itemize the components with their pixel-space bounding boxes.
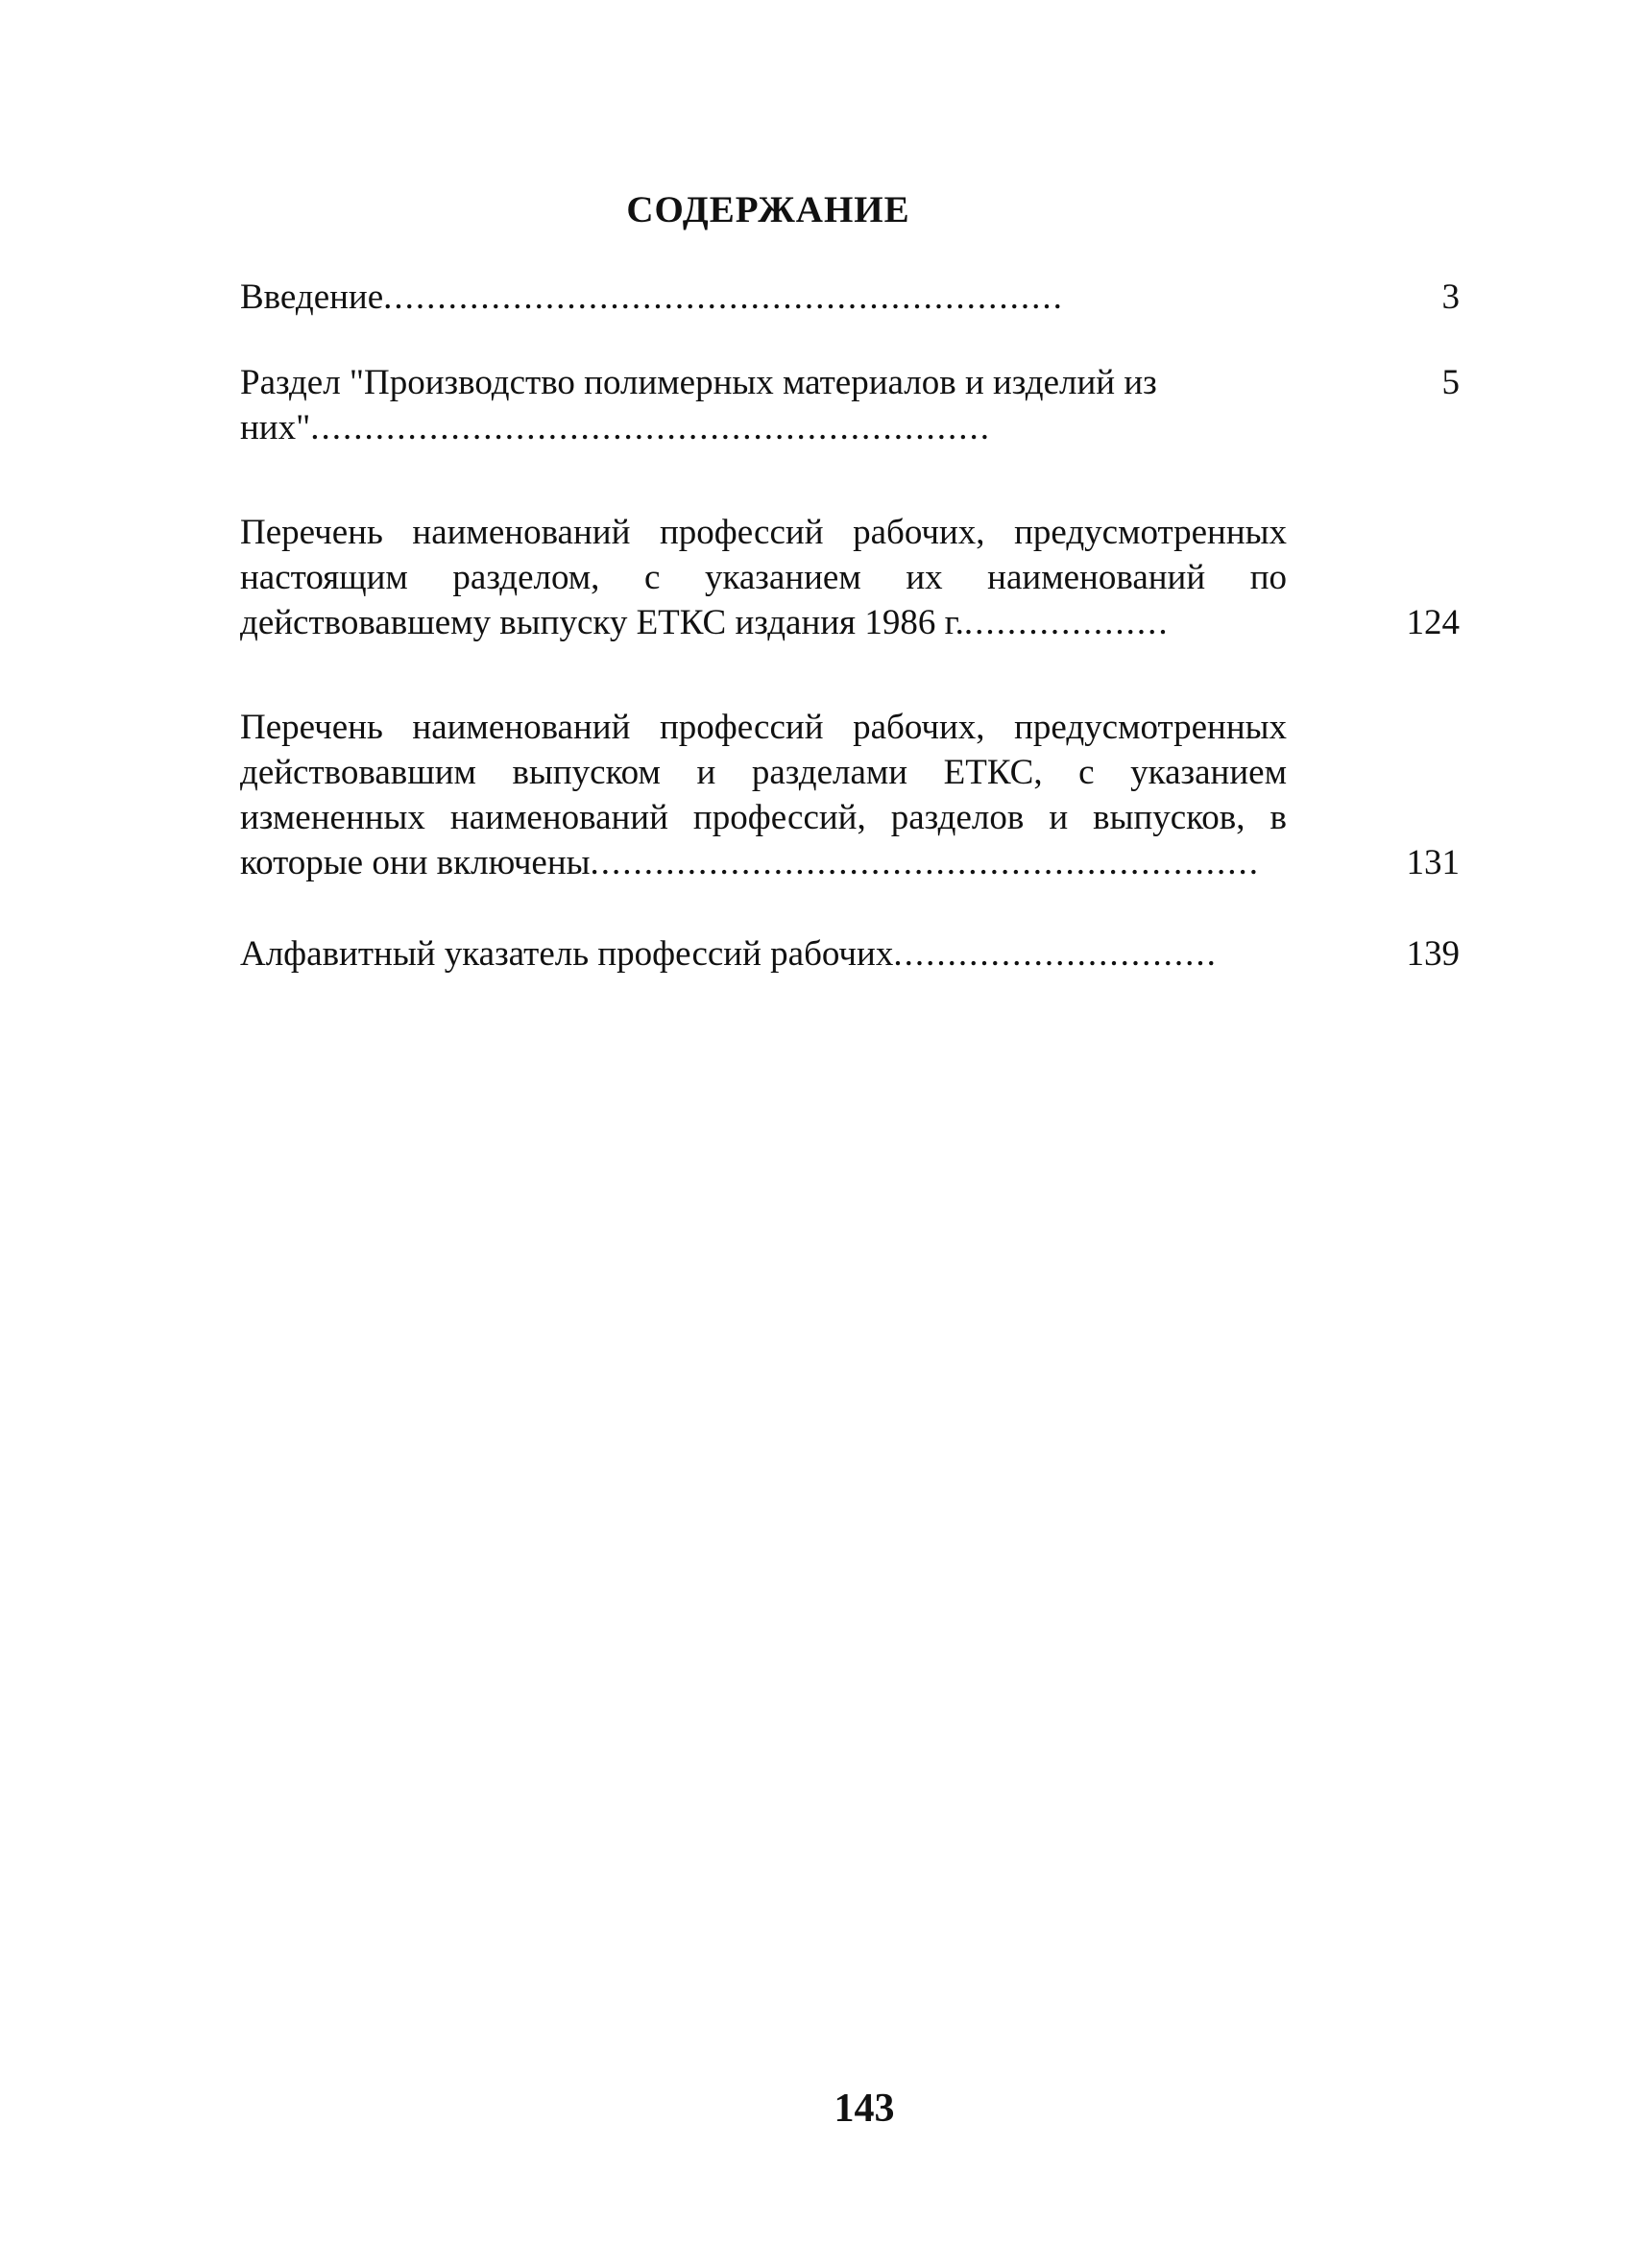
toc-leader-dots: .............................................................. bbox=[590, 843, 1261, 882]
toc-entry-changed-names-list bbox=[240, 705, 1460, 885]
toc-entry-introduction bbox=[240, 275, 1460, 320]
toc-page-number: 3 bbox=[1441, 277, 1460, 317]
toc-entry-professions-list bbox=[240, 510, 1460, 645]
toc-entry-alphabetical-index bbox=[240, 931, 1460, 977]
toc-entry-title: Перечень наименований профессий рабочих, предусмотренных настоящим разделом, с указанием их наименований по действовавшему выпуску ЕТКС издания 1986 г. bbox=[240, 513, 1287, 642]
toc-page-number: 131 bbox=[1406, 843, 1460, 882]
toc-page-number: 5 bbox=[1441, 363, 1460, 402]
toc-page-number: 124 bbox=[1406, 603, 1460, 642]
page-number: 143 bbox=[834, 2087, 895, 2131]
toc-leader-dots: ............................................................... bbox=[383, 277, 1064, 317]
toc-entry-section bbox=[240, 360, 1460, 450]
toc-leader-dots: ................... bbox=[963, 603, 1170, 642]
toc-entry-title: Введение bbox=[240, 277, 384, 317]
toc-entry-title: Перечень наименований профессий рабочих, предусмотренных действовавшим выпуском и разделами ЕТКС, с указанием измененных наименований профессий, разделов и выпусков, в которые они включены bbox=[240, 708, 1287, 882]
table-of-contents bbox=[240, 275, 1460, 1017]
toc-leader-dots: ............................................................... bbox=[310, 408, 991, 447]
page-title: СОДЕРЖАНИЕ bbox=[626, 189, 910, 230]
toc-entry-title: Алфавитный указатель профессий рабочих bbox=[240, 934, 894, 974]
toc-entry-title: Раздел "Производство полимерных материалов и изделий из них" bbox=[240, 363, 1157, 447]
toc-leader-dots: .............................. bbox=[893, 934, 1218, 974]
toc-page-number: 139 bbox=[1406, 934, 1460, 974]
